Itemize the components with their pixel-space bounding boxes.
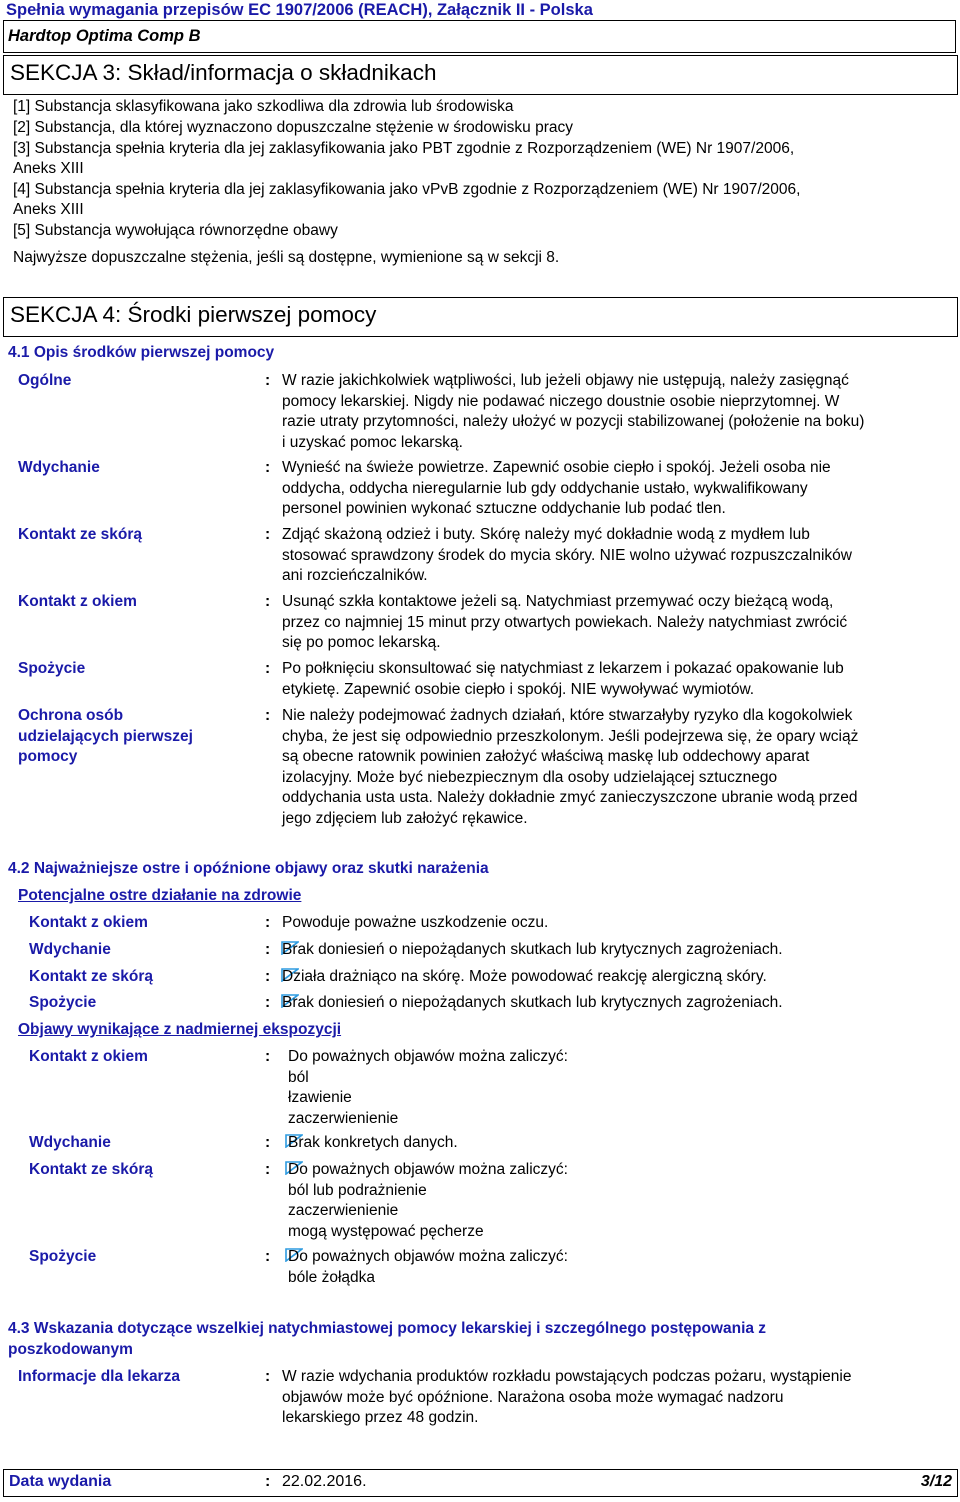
value-inhalation: Wynieść na świeże powietrze. Zapewnić osobie ciepło i spokój. Jeżeli osoba nie oddycha, oddycha nieregularnie lub gdy oddychanie ustało, wykwalifikowany personel powinien wykonać sztuczne oddychanie lub podać tlen.: [282, 459, 831, 517]
product-name: Hardtop Optima Comp B: [8, 27, 201, 45]
colon: :: [265, 941, 271, 958]
footer-page-number: 3/12: [920, 1473, 952, 1490]
note-line: [3] Substancja spełnia kryteria dla jej zaklasyfikowania jako PBT zgodnie z Rozporządzeniem (WE) Nr 1907/2006,: [13, 140, 795, 157]
acute-value-eye: Powoduje poważne uszkodzenie oczu.: [282, 914, 549, 931]
colon: :: [265, 372, 271, 389]
acute-value-ingestion: Brak doniesień o niepożądanych skutkach lub krytycznych zagrożeniach.: [282, 994, 783, 1011]
value-ingestion: Po połknięciu skonsultować się natychmiast z lekarzem i pokazać opakowanie lub etykietę. Zapewnić osobie ciepło i spokój. NIE wywoływać wymiotów.: [282, 660, 844, 698]
overexp-label-inhalation: Wdychanie: [29, 1134, 111, 1151]
colon: :: [265, 1161, 271, 1178]
overexp-value-ingestion: Do poważnych objawów można zaliczyć: bóle żołądka: [288, 1248, 568, 1286]
section-3-title: SEKCJA 3: Skład/informacja o składnikach: [10, 60, 437, 85]
note-line: Aneks XIII: [13, 201, 84, 218]
footer-colon: :: [265, 1473, 271, 1490]
acute-label-inhalation: Wdychanie: [29, 941, 111, 958]
value-skin-contact: Zdjąć skażoną odzież i buty. Skórę należy myć dokładnie wodą z mydłem lub stosować sprawdzony środek do mycia skóry. NIE wolno używać rozpuszczalników ani rozcieńczalników.: [282, 526, 852, 584]
note-line: [5] Substancja wywołująca równorzędne obawy: [13, 222, 338, 239]
note-line: [2] Substancja, dla której wyznaczono dopuszczalne stężenie w środowisku pracy: [13, 119, 574, 136]
footer-issue-date: 22.02.2016.: [282, 1473, 367, 1490]
footer-issue-date-label: Data wydania: [9, 1473, 112, 1490]
acute-value-inhalation: Brak doniesień o niepożądanych skutkach lub krytycznych zagrożeniach.: [282, 941, 783, 958]
acute-label-skin: Kontakt ze skórą: [29, 968, 154, 985]
value-first-aider-protection: Nie należy podejmować żadnych działań, które stwarzałyby ryzyko dla kogokolwiek chyba, że jest się odpowiednio przeszkolonym. Jeśli podejrzewa się, że opary wciąż są obecne ratownik powinien założyć właściwą maskę lub oddechowy aparat izolacyjny. Może być niebezpiecznym dla osoby udzielającej sztucznego oddychania usta usta. Należy dokładnie zmyć zanieczyszczone ubranie wodą przed jego zdjęciem lub założyć rękawice.: [282, 707, 859, 827]
colon: :: [265, 593, 271, 610]
label-ingestion: Spożycie: [18, 660, 86, 677]
label-first-aider-protection: Ochrona osób udzielających pierwszej pomocy: [18, 707, 193, 765]
overexp-value-skin: Do poważnych objawów można zaliczyć: ból lub podrażnienie zaczerwienienie mogą występować pęcherze: [288, 1161, 568, 1240]
colon: :: [265, 1248, 271, 1265]
limits-note: Najwyższe dopuszczalne stężenia, jeśli są dostępne, wymienione są w sekcji 8.: [13, 249, 560, 266]
document-header-title: Spełnia wymagania przepisów EC 1907/2006 (REACH), Załącznik II - Polska: [6, 1, 593, 19]
colon: :: [265, 968, 271, 985]
footer-box: [3, 1469, 958, 1497]
subsection-4-3-title: 4.3 Wskazania dotyczące wszelkiej natychmiastowej pomocy lekarskiej i szczególnego postępowania z poszkodowanym: [8, 1320, 767, 1358]
acute-effects-heading: Potencjalne ostre działanie na zdrowie: [18, 887, 302, 904]
acute-label-eye: Kontakt z okiem: [29, 914, 148, 931]
acute-label-ingestion: Spożycie: [29, 994, 97, 1011]
colon: :: [265, 1048, 271, 1065]
colon: :: [265, 1368, 271, 1385]
label-eye-contact: Kontakt z okiem: [18, 593, 137, 610]
label-skin-contact: Kontakt ze skórą: [18, 526, 143, 543]
colon: :: [265, 526, 271, 543]
label-general: Ogólne: [18, 372, 72, 389]
overexp-value-eye: Do poważnych objawów można zaliczyć: ból łzawienie zaczerwienienie: [288, 1048, 568, 1127]
colon: :: [265, 459, 271, 476]
overexposure-heading: Objawy wynikające z nadmiernej ekspozycji: [18, 1021, 342, 1038]
label-doctor-info: Informacje dla lekarza: [18, 1368, 180, 1385]
note-line: [4] Substancja spełnia kryteria dla jej zaklasyfikowania jako vPvB zgodnie z Rozporządzeniem (WE) Nr 1907/2006,: [13, 181, 801, 198]
overexp-label-eye: Kontakt z okiem: [29, 1048, 148, 1065]
colon: :: [265, 994, 271, 1011]
colon: :: [265, 707, 271, 724]
value-doctor-info: W razie wdychania produktów rozkładu powstających podczas pożaru, wystąpienie objawów może być opóźnione. Narażona osoba może wymagać nadzoru lekarskiego przez 48 godzin.: [282, 1368, 852, 1426]
acute-value-skin: Działa drażniąco na skórę. Może powodować reakcję alergiczną skóry.: [282, 968, 767, 985]
note-line: [1] Substancja sklasyfikowana jako szkodliwa dla zdrowia lub środowiska: [13, 98, 514, 115]
colon: :: [265, 914, 271, 931]
colon: :: [265, 660, 271, 677]
label-inhalation: Wdychanie: [18, 459, 100, 476]
note-line: Aneks XIII: [13, 160, 84, 177]
subsection-4-2-title: 4.2 Najważniejsze ostre i opóźnione objawy oraz skutki narażenia: [8, 860, 489, 877]
subsection-4-1-title: 4.1 Opis środków pierwszej pomocy: [8, 344, 275, 361]
value-eye-contact: Usunąć szkła kontaktowe jeżeli są. Natychmiast przemywać oczy bieżącą wodą, przez co najmniej 15 minut przy otwartych powiekach. Należy natychmiast zwrócić się po pomoc lekarską.: [282, 593, 848, 651]
section-4-title: SEKCJA 4: Środki pierwszej pomocy: [10, 302, 377, 327]
overexp-label-skin: Kontakt ze skórą: [29, 1161, 154, 1178]
value-general: W razie jakichkolwiek wątpliwości, lub jeżeli objawy nie ustępują, należy zasięgnąć pomocy lekarskiej. Nigdy nie podawać niczego doustnie osobie nieprzytomnej. W razie utraty przytomności, należy ułożyć w pozycji stabilizowanej (położenie na boku) i uzyskać pomoc lekarską.: [282, 372, 865, 451]
overexp-value-inhalation: Brak konkretych danych.: [288, 1134, 458, 1151]
colon: :: [265, 1134, 271, 1151]
overexp-label-ingestion: Spożycie: [29, 1248, 97, 1265]
